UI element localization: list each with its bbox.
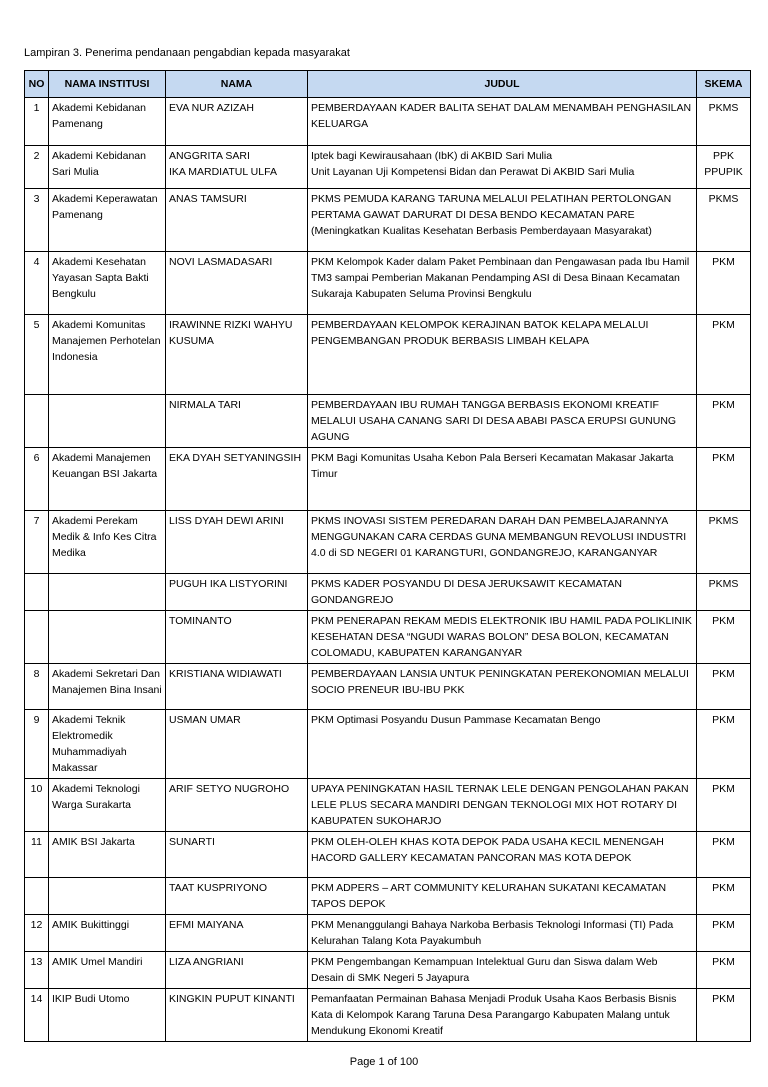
cell-no <box>25 395 49 448</box>
header-judul: JUDUL <box>308 71 697 98</box>
cell-judul: UPAYA PENINGKATAN HASIL TERNAK LELE DENGAN PENGOLAHAN PAKAN LELE PLUS SECARA MANDIRI DENGAN TEKNOLOGI MIX HOT ROTARY DI KABUPATEN SUKOHARJO <box>308 779 697 832</box>
table-row <box>25 315 751 395</box>
cell-no: 3 <box>25 189 49 252</box>
page-number: Page 1 of 100 <box>349 1056 419 1068</box>
header-no: NO <box>25 71 49 98</box>
cell-institusi: AMIK BSI Jakarta <box>49 832 166 878</box>
cell-skema: PKM <box>697 832 751 878</box>
cell-no <box>25 574 49 611</box>
cell-nama: LISS DYAH DEWI ARINI <box>166 511 308 574</box>
cell-nama: USMAN UMAR <box>166 710 308 779</box>
cell-no: 2 <box>25 146 49 189</box>
cell-judul: PKM Kelompok Kader dalam Paket Pembinaan dan Pengawasan pada Ibu Hamil TM3 sampai Pemberian Makanan Pendamping ASI di Desa Binaan Kecamatan Sukaraja Kabupaten Seluma Provinsi Bengkulu <box>308 252 697 315</box>
cell-no: 8 <box>25 664 49 710</box>
cell-no: 13 <box>25 952 49 989</box>
cell-skema: PKM <box>697 952 751 989</box>
table-row <box>25 98 751 146</box>
table-row <box>25 664 751 710</box>
cell-institusi: AMIK Bukittinggi <box>49 915 166 952</box>
cell-institusi: IKIP Budi Utomo <box>49 989 166 1042</box>
cell-skema: PKM <box>697 395 751 448</box>
cell-institusi <box>49 395 166 448</box>
cell-judul: PKM Bagi Komunitas Usaha Kebon Pala Berseri Kecamatan Makasar Jakarta Timur <box>308 448 697 511</box>
cell-nama: ANAS TAMSURI <box>166 189 308 252</box>
header-institusi: NAMA INSTITUSI <box>49 71 166 98</box>
cell-no: 6 <box>25 448 49 511</box>
cell-institusi: Akademi Teknologi Warga Surakarta <box>49 779 166 832</box>
table-row <box>25 146 751 189</box>
cell-judul: PKMS INOVASI SISTEM PEREDARAN DARAH DAN PEMBELAJARANNYA MENGGUNAKAN CARA CERDAS GUNA MEMBANGUN REVOLUSI INDUSTRI 4.0 di SD NEGERI 01 KARANGTURI, GONDANGREJO, KARANGANYAR <box>308 511 697 574</box>
cell-nama: KRISTIANA WIDIAWATI <box>166 664 308 710</box>
cell-judul: PEMBERDAYAAN KADER BALITA SEHAT DALAM MENAMBAH PENGHASILAN KELUARGA <box>308 98 697 146</box>
cell-skema: PKMS <box>697 574 751 611</box>
cell-institusi: Akademi Keperawatan Pamenang <box>49 189 166 252</box>
cell-nama: SUNARTI <box>166 832 308 878</box>
cell-institusi: AMIK Umel Mandiri <box>49 952 166 989</box>
cell-institusi: Akademi Teknik Elektromedik Muhammadiyah Makassar <box>49 710 166 779</box>
cell-nama: ARIF SETYO NUGROHO <box>166 779 308 832</box>
cell-judul: PKM PENERAPAN REKAM MEDIS ELEKTRONIK IBU HAMIL PADA POLIKLINIK KESEHATAN DESA “NGUDI WARAS BOLON” DESA BOLON, KECAMATAN COLOMADU, KABUPATEN KARANGANYAR <box>308 611 697 664</box>
cell-judul: PKM Optimasi Posyandu Dusun Pammase Kecamatan Bengo <box>308 710 697 779</box>
cell-institusi: Akademi Komunitas Manajemen Perhotelan Indonesia <box>49 315 166 395</box>
table-row <box>25 574 751 611</box>
cell-institusi: Akademi Perekam Medik & Info Kes Citra Medika <box>49 511 166 574</box>
table-row <box>25 989 751 1042</box>
cell-skema: PKMS <box>697 189 751 252</box>
recipients-table <box>24 70 751 1042</box>
cell-nama: TAAT KUSPRIYONO <box>166 878 308 915</box>
cell-judul: Pemanfaatan Permainan Bahasa Menjadi Produk Usaha Kaos Berbasis Bisnis Kata di Kelompok Karang Taruna Desa Parangargo Kabupaten Malang untuk Mendukung Ekonomi Kreatif <box>308 989 697 1042</box>
cell-institusi: Akademi Kebidanan Pamenang <box>49 98 166 146</box>
cell-skema: PKMS <box>697 98 751 146</box>
cell-skema: PPK PPUPIK <box>697 146 751 189</box>
cell-no: 5 <box>25 315 49 395</box>
cell-judul: PKM Menanggulangi Bahaya Narkoba Berbasis Teknologi Informasi (TI) Pada Kelurahan Talang Kota Payakumbuh <box>308 915 697 952</box>
cell-judul: Iptek bagi Kewirausahaan (IbK) di AKBID Sari Mulia Unit Layanan Uji Kompetensi Bidan dan Perawat Di AKBID Sari Mulia <box>308 146 697 189</box>
cell-judul: PKM Pengembangan Kemampuan Intelektual Guru dan Siswa dalam Web Desain di SMK Negeri 5 Jayapura <box>308 952 697 989</box>
cell-no: 11 <box>25 832 49 878</box>
cell-judul: PKMS PEMUDA KARANG TARUNA MELALUI PELATIHAN PERTOLONGAN PERTAMA GAWAT DARURAT DI DESA BENDO KECAMATAN PARE (Meningkatkan Kualitas Kesehatan Berbasis Pemberdayaan Masyarakat) <box>308 189 697 252</box>
cell-no: 4 <box>25 252 49 315</box>
cell-institusi <box>49 878 166 915</box>
cell-judul: PKMS KADER POSYANDU DI DESA JERUKSAWIT KECAMATAN GONDANGREJO <box>308 574 697 611</box>
table-header-row <box>25 71 751 98</box>
cell-nama: EVA NUR AZIZAH <box>166 98 308 146</box>
cell-no: 9 <box>25 710 49 779</box>
cell-skema: PKM <box>697 315 751 395</box>
table-row <box>25 189 751 252</box>
cell-judul: PEMBERDAYAAN IBU RUMAH TANGGA BERBASIS EKONOMI KREATIF MELALUI USAHA CANANG SARI DI DESA ABABI PASCA ERUPSI GUNUNG AGUNG <box>308 395 697 448</box>
cell-nama: EKA DYAH SETYANINGSIH <box>166 448 308 511</box>
cell-institusi <box>49 574 166 611</box>
cell-no: 10 <box>25 779 49 832</box>
cell-nama: ANGGRITA SARI IKA MARDIATUL ULFA <box>166 146 308 189</box>
cell-nama: IRAWINNE RIZKI WAHYU KUSUMA <box>166 315 308 395</box>
cell-nama: NOVI LASMADASARI <box>166 252 308 315</box>
cell-judul: PKM OLEH-OLEH KHAS KOTA DEPOK PADA USAHA KECIL MENENGAH HACORD GALLERY KECAMATAN PANCORAN MAS KOTA DEPOK <box>308 832 697 878</box>
cell-institusi: Akademi Kesehatan Yayasan Sapta Bakti Bengkulu <box>49 252 166 315</box>
table-row <box>25 779 751 832</box>
table-row <box>25 448 751 511</box>
table-row <box>25 395 751 448</box>
header-skema: SKEMA <box>697 71 751 98</box>
cell-skema: PKM <box>697 448 751 511</box>
cell-judul: PKM ADPERS – ART COMMUNITY KELURAHAN SUKATANI KECAMATAN TAPOS DEPOK <box>308 878 697 915</box>
table-row <box>25 832 751 878</box>
cell-institusi <box>49 611 166 664</box>
cell-institusi: Akademi Manajemen Keuangan BSI Jakarta <box>49 448 166 511</box>
cell-nama: NIRMALA TARI <box>166 395 308 448</box>
cell-skema: PKM <box>697 989 751 1042</box>
cell-nama: LIZA ANGRIANI <box>166 952 308 989</box>
cell-skema: PKM <box>697 915 751 952</box>
cell-skema: PKM <box>697 878 751 915</box>
cell-judul: PEMBERDAYAAN KELOMPOK KERAJINAN BATOK KELAPA MELALUI PENGEMBANGAN PRODUK BERBASIS LIMBAH KELAPA <box>308 315 697 395</box>
cell-skema: PKM <box>697 710 751 779</box>
cell-no: 7 <box>25 511 49 574</box>
cell-nama: TOMINANTO <box>166 611 308 664</box>
cell-no: 1 <box>25 98 49 146</box>
cell-nama: PUGUH IKA LISTYORINI <box>166 574 308 611</box>
table-caption: Lampiran 3. Penerima pendanaan pengabdian kepada masyarakat <box>24 47 350 59</box>
table-row <box>25 710 751 779</box>
cell-institusi: Akademi Kebidanan Sari Mulia <box>49 146 166 189</box>
cell-nama: KINGKIN PUPUT KINANTI <box>166 989 308 1042</box>
table-row <box>25 915 751 952</box>
table-row <box>25 952 751 989</box>
cell-no: 14 <box>25 989 49 1042</box>
table-row <box>25 611 751 664</box>
table-row <box>25 511 751 574</box>
cell-nama: EFMI MAIYANA <box>166 915 308 952</box>
cell-skema: PKM <box>697 252 751 315</box>
cell-skema: PKMS <box>697 511 751 574</box>
cell-judul: PEMBERDAYAAN LANSIA UNTUK PENINGKATAN PEREKONOMIAN MELALUI SOCIO PRENEUR IBU-IBU PKK <box>308 664 697 710</box>
header-nama: NAMA <box>166 71 308 98</box>
cell-no <box>25 611 49 664</box>
cell-skema: PKM <box>697 779 751 832</box>
cell-skema: PKM <box>697 664 751 710</box>
cell-no <box>25 878 49 915</box>
cell-institusi: Akademi Sekretari Dan Manajemen Bina Insani <box>49 664 166 710</box>
cell-no: 12 <box>25 915 49 952</box>
table-row <box>25 252 751 315</box>
table-row <box>25 878 751 915</box>
cell-skema: PKM <box>697 611 751 664</box>
